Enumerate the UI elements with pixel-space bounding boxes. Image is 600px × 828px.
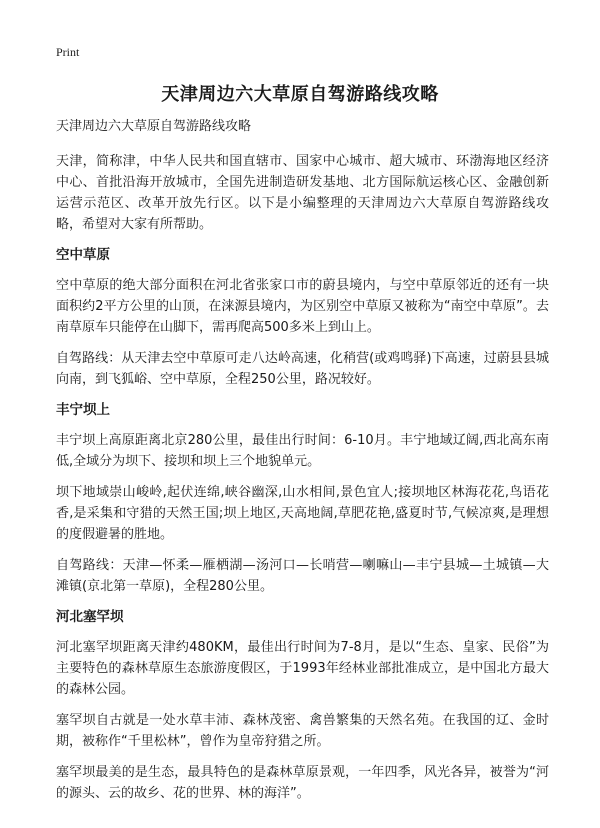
section-paragraph: 自驾路线：天津—怀柔—雁栖湖—汤河口—长哨营—喇嘛山—丰宁县城—土城镇—大滩镇(京北第一草原)，全程280公里。 (56, 558, 549, 594)
section-paragraph: 丰宁坝上高原距离北京280公里，最佳出行时间：6-10月。丰宁地域辽阔,西北高东南低,全域分为坝下、接坝和坝上三个地貌单元。 (56, 433, 549, 469)
section-paragraph: 空中草原的绝大部分面积在河北省张家口市的蔚县境内，与空中草原邻近的还有一块面积约2平方公里的山顶，在涞源县境内，为区别空中草原又被称为“南空中草原”。去南草原车只能停在山脚下，需再爬高500多米上到山上。 (56, 278, 549, 335)
section-paragraph: 塞罕坝自古就是一处水草丰沛、森林茂密、禽兽繁集的天然名苑。在我国的辽、金时期，被称作“千里松林”，曾作为皇帝狩猎之所。 (56, 713, 549, 749)
section-heading-fengning-bashang: 丰宁坝上 (56, 402, 110, 418)
article-body (56, 116, 549, 814)
intro-paragraph: 天津，简称津，中华人民共和国直辖市、国家中心城市、超大城市、环渤海地区经济中心、首批沿海开放城市，全国先进制造研发基地、北方国际航运核心区、金融创新运营示范区、改革开放先行区。以下是小编整理的天津周边六大草原自驾游路线攻略，希望对大家有所帮助。 (56, 154, 549, 232)
section-paragraph: 自驾路线：从天津去空中草原可走八达岭高速，化稍营(或鸡鸣驿)下高速，过蔚县县城向南，到飞狐峪、空中草原，全程250公里，路况较好。 (56, 351, 549, 387)
section-paragraph: 河北塞罕坝距离天津约480KM，最佳出行时间为7-8月，是以“生态、皇家、民俗”为主要特色的森林草原生态旅游度假区，于1993年经林业部批准成立，是中国北方最大的森林公园。 (56, 640, 549, 697)
article-subtitle: 天津周边六大草原自驾游路线攻略 (56, 119, 252, 134)
section-paragraph: 坝下地域崇山峻岭,起伏连绵,峡谷幽深,山水相间,景色宜人;接坝地区林海花花,鸟语花香,是采集和守猎的天然王国;坝上地区,天高地阔,草肥花艳,盛夏时节,气候凉爽,是理想的度假避暑的胜地。 (56, 485, 549, 542)
page-title: 天津周边六大草原自驾游路线攻略 (161, 84, 439, 105)
section-heading-kongzhong-caoyuan: 空中草原 (56, 247, 110, 263)
section-heading-saihanba: 河北塞罕坝 (56, 609, 124, 625)
print-label: Print (56, 45, 80, 59)
section-paragraph: 塞罕坝最美的是生态，最具特色的是森林草原景观，一年四季，风光各异，被誉为“河的源头、云的故乡、花的世界、林的海洋”。 (56, 765, 549, 801)
